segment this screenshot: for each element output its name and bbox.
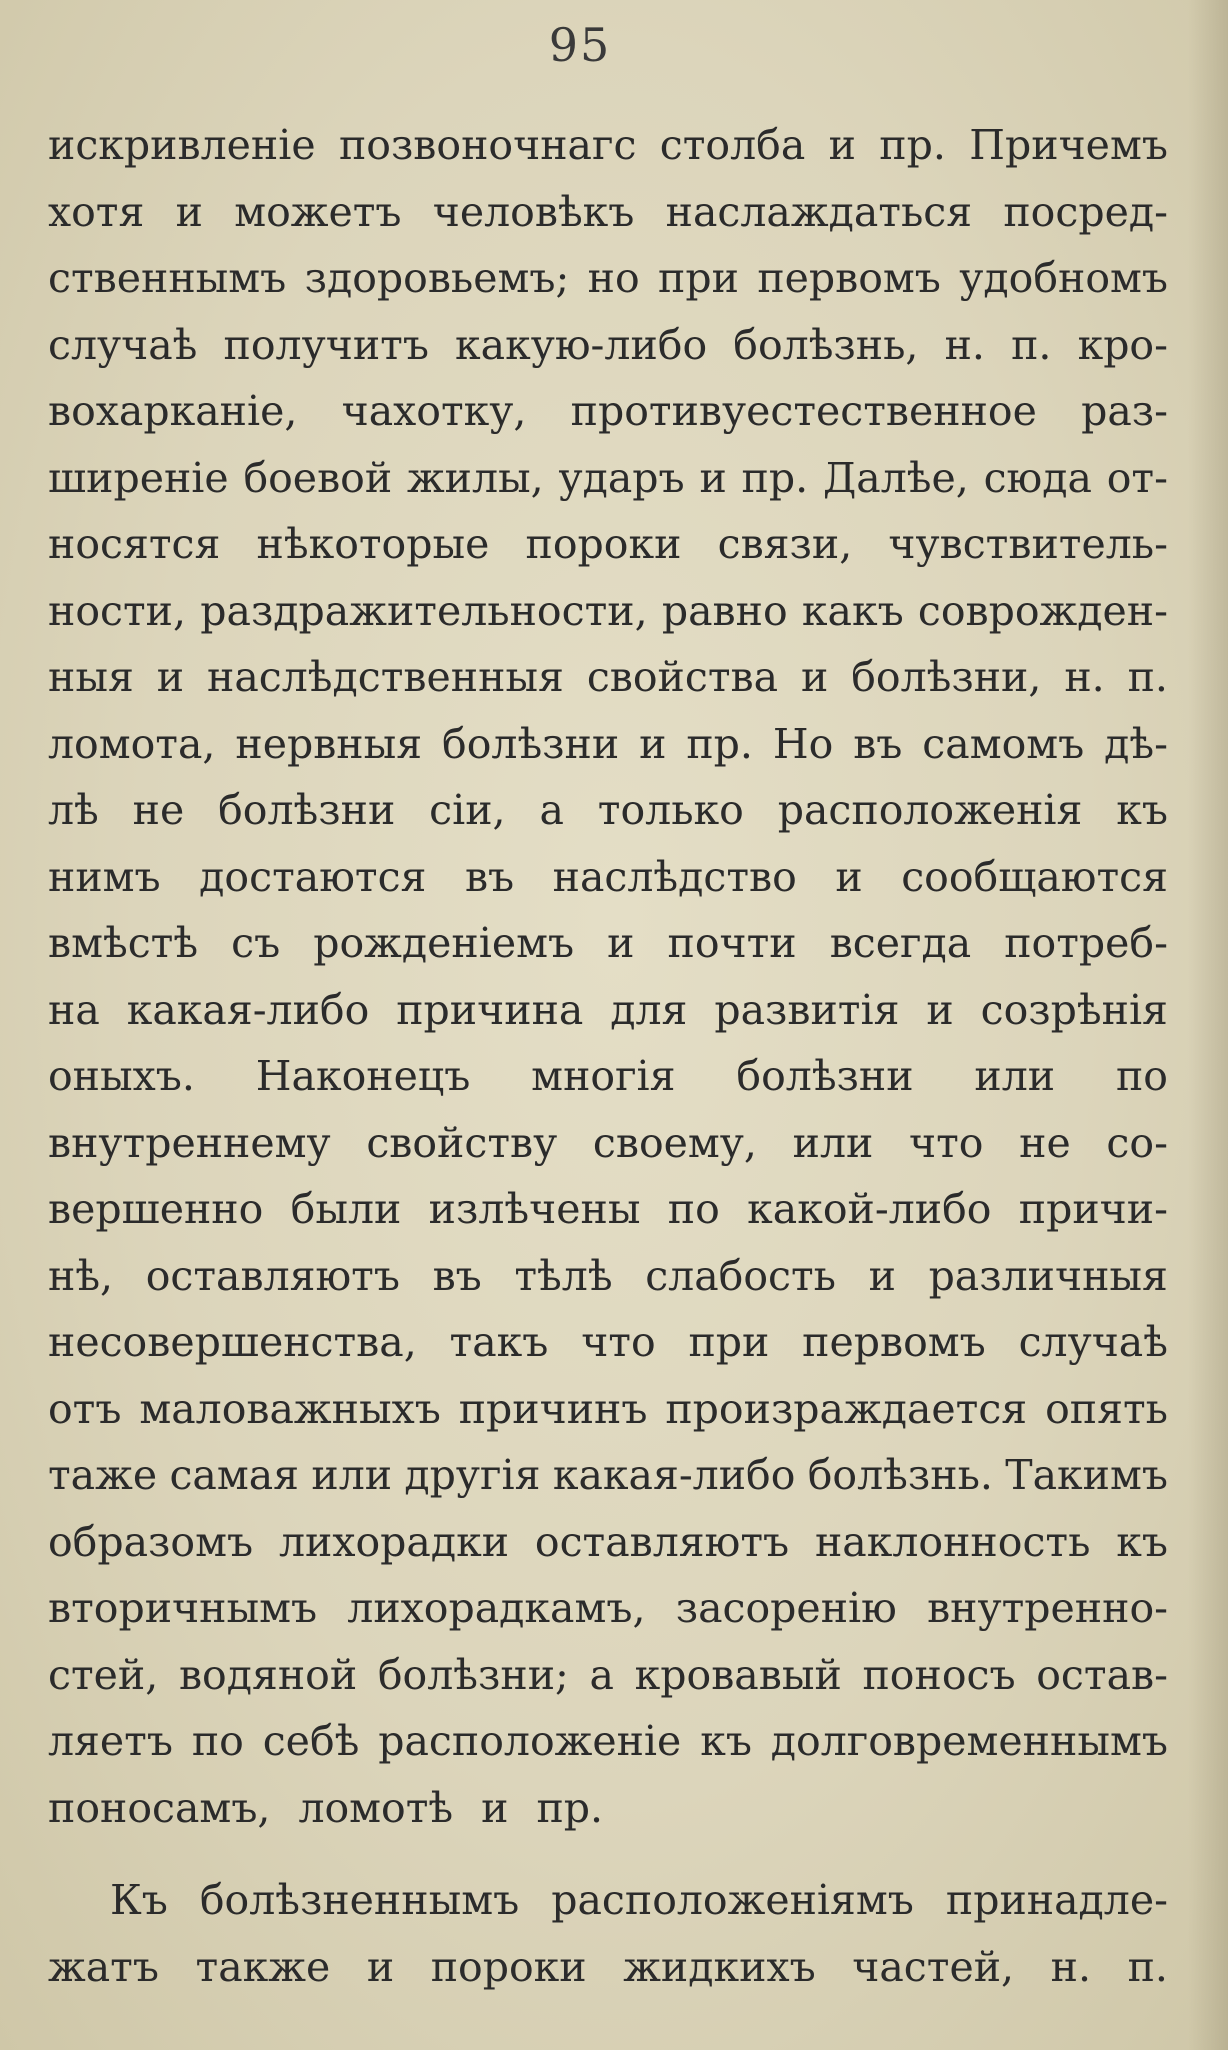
word: носятся	[48, 520, 221, 568]
word: причинъ	[458, 1384, 648, 1433]
word: водяной	[178, 1650, 358, 1699]
word: себѣ	[262, 1717, 360, 1765]
word: поносамъ,	[48, 1783, 271, 1832]
word: по	[667, 1185, 720, 1233]
word: раз-	[1081, 387, 1168, 435]
word: въ	[432, 1251, 482, 1300]
word: столба	[659, 121, 806, 169]
page-number: 95	[548, 18, 612, 72]
word: болѣзнь,	[733, 320, 919, 369]
word: и	[607, 919, 635, 967]
word: пр.	[686, 719, 753, 768]
text-line	[48, 1376, 1168, 1443]
text-line	[48, 1309, 1168, 1376]
word: какая-либо	[126, 985, 370, 1034]
word: маловажныхъ	[139, 1384, 441, 1433]
text-line	[48, 1509, 1168, 1576]
word: таже	[48, 1451, 158, 1499]
word: произраждается	[665, 1384, 1028, 1433]
word: и	[800, 653, 829, 701]
word: самая	[169, 1451, 300, 1499]
word: посред-	[1003, 187, 1168, 236]
word: ственнымъ	[48, 254, 287, 302]
text-line	[48, 1575, 1168, 1642]
word: болѣзнь.	[807, 1451, 993, 1499]
word: какой-либо	[747, 1185, 992, 1233]
word: получитъ	[223, 320, 429, 369]
word: случаѣ	[48, 320, 198, 369]
text-line	[48, 1934, 1168, 2001]
word: жидкихъ	[623, 1942, 816, 1991]
word: пр.	[741, 453, 809, 502]
word: нѣкоторые	[256, 520, 490, 568]
word: вершенно	[48, 1185, 264, 1233]
word: человѣкъ	[432, 187, 635, 236]
text-line	[48, 644, 1168, 711]
word: болѣзни	[442, 719, 620, 768]
word: ляетъ	[48, 1717, 173, 1765]
word: или	[792, 1118, 874, 1167]
word: внутренно-	[927, 1584, 1168, 1632]
word: и	[699, 453, 727, 502]
word: нимъ	[48, 852, 161, 901]
word: долговременнымъ	[770, 1717, 1168, 1765]
word: и	[835, 852, 863, 901]
word: остав-	[1036, 1650, 1168, 1699]
word: какая-либо	[552, 1451, 796, 1499]
paragraph-1	[48, 112, 1168, 1841]
word: расположенія	[777, 786, 1083, 834]
word: въ	[853, 719, 903, 768]
word: случаѣ	[1018, 1318, 1168, 1366]
word: связи,	[717, 520, 853, 568]
word: Причемъ	[969, 121, 1168, 169]
text-line	[48, 511, 1168, 578]
word: по	[1115, 1052, 1168, 1100]
word: и	[366, 1942, 395, 1991]
text-line	[48, 312, 1168, 379]
word: жатъ	[48, 1942, 159, 1991]
word: не	[1019, 1118, 1071, 1167]
word: какую-либо	[455, 320, 708, 369]
text-line	[48, 112, 1168, 179]
word: своему,	[592, 1118, 757, 1167]
word: сюда	[983, 453, 1092, 502]
word: болѣзни;	[377, 1650, 569, 1699]
word: и	[926, 985, 954, 1034]
word: при	[658, 254, 739, 302]
word: чахотку,	[341, 387, 527, 435]
word: от-	[1106, 453, 1168, 502]
word: и	[156, 653, 185, 701]
word: или	[974, 1052, 1056, 1100]
word: болѣзненнымъ	[199, 1876, 520, 1924]
word: что	[581, 1318, 656, 1366]
word: сообщаются	[901, 852, 1168, 901]
word: для	[610, 985, 688, 1034]
word: пр.	[536, 1783, 604, 1832]
text-line	[48, 1708, 1168, 1775]
word: принадле-	[945, 1876, 1168, 1924]
word: оныхъ.	[48, 1052, 195, 1100]
text-line	[48, 1243, 1168, 1310]
word: вмѣстѣ	[48, 919, 199, 967]
word: пр.	[879, 121, 946, 169]
paragraph-2	[48, 1867, 1168, 2000]
word: Наконецъ	[255, 1052, 471, 1100]
word: а	[589, 1650, 614, 1699]
word: по	[191, 1717, 244, 1765]
text-line	[48, 1110, 1168, 1177]
word: поносъ	[862, 1650, 1016, 1699]
word: кровавый	[634, 1650, 842, 1699]
word: наслѣдство	[552, 852, 797, 901]
word: первомъ	[802, 1318, 986, 1366]
word: несовершенства,	[48, 1318, 417, 1366]
word: внутреннему	[48, 1118, 331, 1167]
text-line	[48, 777, 1168, 844]
word: боевой	[243, 453, 393, 502]
word: нервныя	[235, 719, 423, 768]
word: сіи,	[429, 786, 506, 834]
word: Далѣе,	[822, 453, 969, 502]
text-line	[48, 378, 1168, 445]
word: и	[828, 121, 856, 169]
text-line	[48, 1043, 1168, 1110]
word: Къ	[110, 1876, 168, 1924]
word: чувствитель-	[888, 520, 1168, 568]
word: созрѣнія	[980, 985, 1168, 1034]
word: тѣлѣ	[514, 1251, 613, 1300]
word: на	[48, 985, 100, 1034]
word: рожденіемъ	[313, 919, 575, 967]
word: противуестественное	[570, 387, 1037, 435]
word: свойству	[366, 1118, 558, 1167]
word: оставляютъ	[534, 1517, 790, 1566]
text-line	[48, 445, 1168, 512]
text-line	[48, 1176, 1168, 1243]
word: и	[481, 1783, 509, 1832]
word: нѣ,	[48, 1251, 114, 1300]
word: ности,	[48, 586, 187, 635]
word: лѣ	[48, 786, 99, 834]
word: отъ	[48, 1384, 122, 1433]
word: ныя	[48, 653, 134, 701]
word: пороки	[525, 520, 682, 568]
word: достаются	[199, 852, 427, 901]
word: удобномъ	[959, 254, 1168, 302]
word: н.	[944, 320, 985, 369]
word: болѣзни,	[851, 653, 1042, 701]
word: оставляютъ	[145, 1251, 400, 1300]
word: соврожден-	[917, 586, 1168, 635]
word: вторичнымъ	[48, 1584, 318, 1632]
word: н.	[1064, 653, 1105, 701]
text-line	[48, 844, 1168, 911]
page-edge-shadow	[1188, 0, 1228, 2050]
word: только	[597, 786, 744, 834]
word: такъ	[449, 1318, 549, 1366]
text-line	[48, 578, 1168, 645]
word: были	[290, 1185, 402, 1233]
word: ударъ	[558, 453, 685, 502]
word: кро-	[1077, 320, 1168, 369]
word: болѣзни	[218, 786, 396, 834]
word: Такимъ	[1005, 1451, 1168, 1499]
word: п.	[1127, 1942, 1168, 1991]
word: при	[688, 1318, 770, 1366]
word: также	[195, 1942, 331, 1991]
word: къ	[1116, 786, 1168, 834]
word: расположеніе	[378, 1717, 682, 1765]
word: образомъ	[48, 1517, 254, 1566]
word: причина	[396, 985, 584, 1034]
word: жилы,	[406, 453, 544, 502]
word: наклонность	[814, 1517, 1091, 1566]
word: расположеніямъ	[551, 1876, 914, 1924]
word: свойства	[586, 653, 779, 701]
word: самомъ	[922, 719, 1085, 768]
word: различныя	[928, 1251, 1168, 1300]
word: хотя	[48, 187, 145, 236]
text-line	[48, 1775, 1168, 1842]
word: ширеніе	[48, 453, 229, 502]
word: засоренію	[675, 1584, 897, 1632]
word: ломота,	[48, 719, 216, 768]
word: частей,	[852, 1942, 1015, 1991]
word: къ	[1116, 1517, 1168, 1566]
word: не	[132, 786, 185, 834]
word: ломотѣ	[298, 1783, 454, 1832]
word: потреб-	[1004, 919, 1168, 967]
word: въ	[464, 852, 515, 901]
text-line	[48, 977, 1168, 1044]
word: къ	[700, 1717, 752, 1765]
text-line	[48, 1642, 1168, 1709]
word: развитія	[714, 985, 900, 1034]
word: многія	[531, 1052, 676, 1100]
word: первомъ	[757, 254, 941, 302]
word: вохарканіе,	[48, 387, 298, 435]
word: но	[587, 254, 640, 302]
word: наслѣдственныя	[207, 653, 564, 701]
text-line	[48, 1867, 1168, 1934]
word: другія	[404, 1451, 541, 1499]
word: лихорадкамъ,	[347, 1584, 646, 1632]
word: Но	[772, 719, 834, 768]
word: какъ	[801, 586, 904, 635]
word: можетъ	[234, 187, 402, 236]
word: почти	[667, 919, 797, 967]
word: всегда	[829, 919, 972, 967]
word: опять	[1045, 1384, 1168, 1433]
word: или	[311, 1451, 393, 1499]
word: а	[539, 786, 564, 834]
word: стей,	[48, 1650, 159, 1699]
body-text	[48, 112, 1168, 2000]
word: здоровьемъ;	[304, 254, 570, 302]
paragraph-gap	[48, 1841, 1168, 1867]
text-line	[48, 245, 1168, 312]
text-line	[48, 910, 1168, 977]
word: и	[639, 719, 667, 768]
word: слабость	[645, 1251, 836, 1300]
word: и	[175, 187, 203, 236]
word: раздражительности,	[200, 586, 648, 635]
text-line	[48, 179, 1168, 246]
word: искривленіе	[48, 121, 316, 169]
word: равно	[661, 586, 788, 635]
word: причи-	[1018, 1185, 1168, 1233]
word: пороки	[430, 1942, 587, 1991]
word: болѣзни	[736, 1052, 914, 1100]
word: лихорадки	[278, 1517, 510, 1566]
word: дѣ-	[1104, 719, 1168, 768]
word: н.	[1050, 1942, 1092, 1991]
word: позвоночнагс	[338, 121, 637, 169]
word: наслаждаться	[665, 187, 973, 236]
word: излѣчены	[428, 1185, 641, 1233]
word: и	[868, 1251, 896, 1300]
word: п.	[1127, 653, 1168, 701]
word: съ	[231, 919, 281, 967]
word: п.	[1011, 320, 1052, 369]
word: со-	[1106, 1118, 1168, 1167]
text-line	[48, 711, 1168, 778]
text-line	[48, 1442, 1168, 1509]
word: что	[909, 1118, 984, 1167]
